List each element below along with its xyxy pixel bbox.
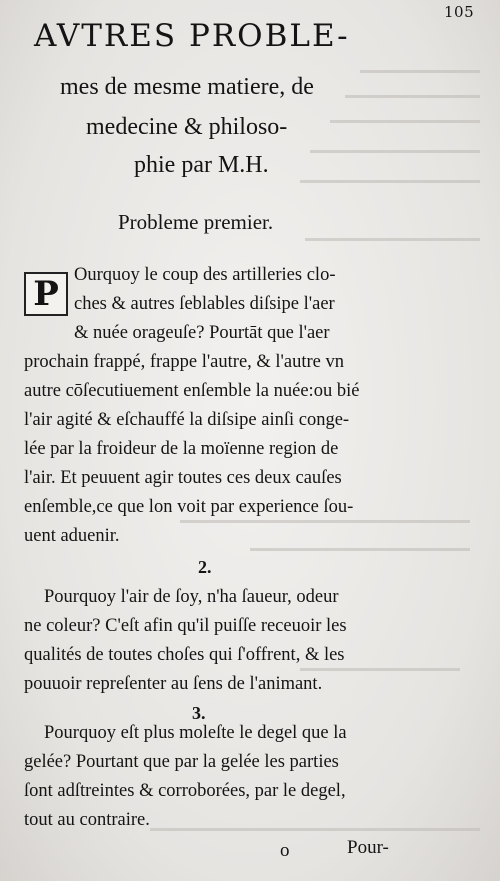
text-line: prochain frappé, frappe l'autre, & l'autre vn bbox=[24, 352, 344, 372]
signature-mark: o bbox=[280, 840, 290, 861]
page-number: 105 bbox=[444, 3, 475, 21]
text-line: Pourquoy l'air de ſoy, n'ha ſaueur, odeur bbox=[44, 587, 339, 607]
text-line: enſemble,ce que lon voit par experience ſou- bbox=[24, 497, 354, 517]
text-line: l'air agité & eſchauffé la diſsipe ainſi conge- bbox=[24, 410, 350, 430]
heading-line-2: mes de mesme matiere, de bbox=[60, 74, 314, 100]
heading-line-4: phie par M.H. bbox=[134, 152, 269, 178]
problem-2-number: 2. bbox=[198, 557, 212, 577]
heading-line-3: medecine & philoso- bbox=[86, 114, 288, 140]
drop-cap-initial bbox=[24, 272, 68, 316]
text-line: gelée? Pourtant que par la gelée les parties bbox=[24, 752, 339, 772]
drop-cap-letter: P bbox=[33, 274, 59, 314]
text-line: qualités de toutes choſes qui ſ'offrent, & les bbox=[24, 645, 345, 665]
text-line: l'air. Et peuuent agir toutes ces deux cauſes bbox=[24, 468, 342, 488]
text-line: Ourquoy le coup des artilleries clo- bbox=[74, 265, 336, 285]
text-line: tout au contraire. bbox=[24, 810, 150, 830]
text-line: pouuoir repreſenter au ſens de l'animant. bbox=[24, 674, 323, 694]
heading-line-1: AVTRES PROBLE- bbox=[34, 18, 350, 54]
text-line: lée par la froideur de la moïenne region de bbox=[24, 439, 339, 459]
section-title: Probleme premier. bbox=[118, 210, 274, 234]
text-line: ches & autres ſeblables diſsipe l'aer bbox=[74, 294, 335, 314]
text-line: ſont adſtreintes & corroborées, par le degel, bbox=[24, 781, 346, 801]
catchword: Pour- bbox=[347, 837, 389, 858]
text-line: uent aduenir. bbox=[24, 526, 120, 546]
text-line: autre cōſecutiuement enſemble la nuée:ou bié bbox=[24, 381, 360, 401]
text-line: ne coleur? C'eſt afin qu'il puiſſe receuoir les bbox=[24, 616, 347, 636]
text-line: & nuée orageuſe? Pourtāt que l'aer bbox=[74, 323, 330, 343]
text-line: Pourquoy eſt plus moleſte le degel que la bbox=[44, 723, 347, 743]
problem-3-number: 3. bbox=[192, 703, 206, 723]
